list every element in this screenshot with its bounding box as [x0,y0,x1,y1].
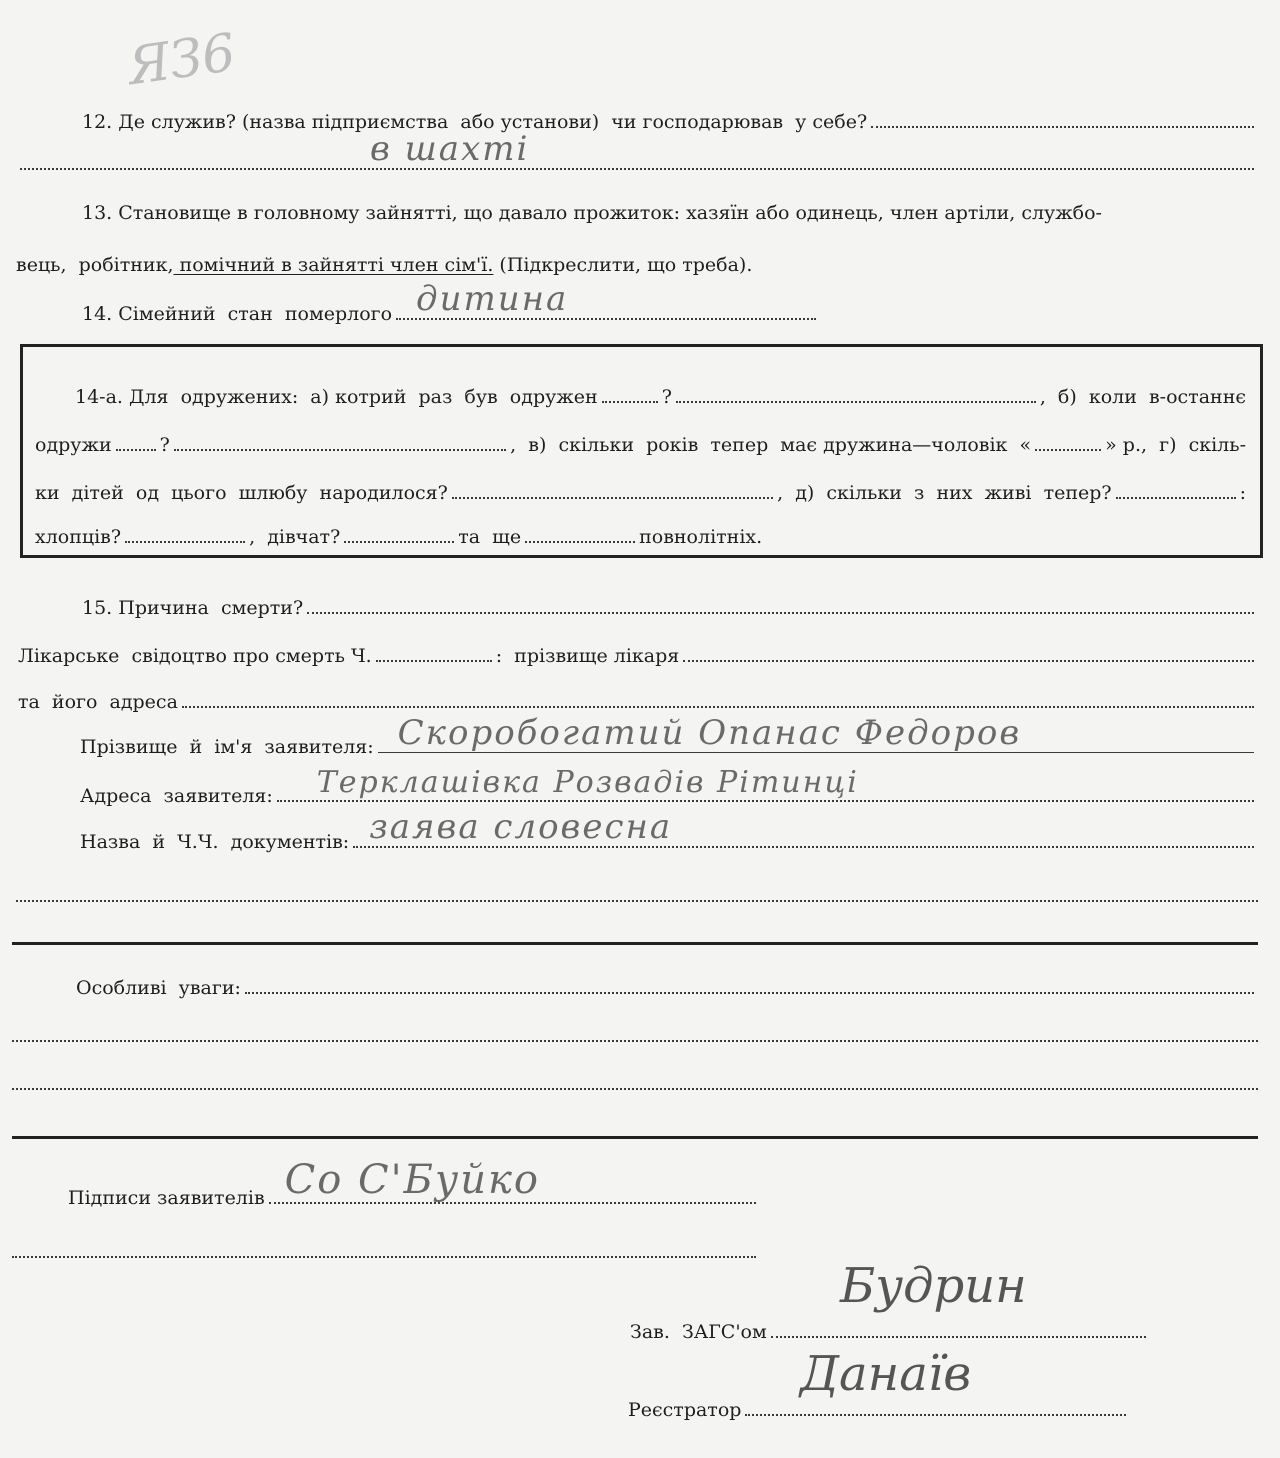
q14a-box [20,344,1263,558]
signatures-field [269,1157,756,1204]
blank-dotted-line [16,900,1258,902]
medical-cert-label: Лікарське свідоцтво про смерть Ч. [18,645,372,667]
zags-head-field [771,1316,1146,1338]
archive-mark: ЯЗ6 [124,22,240,98]
applicant-docs-label: Назва й Ч.Ч. документів: [80,831,350,853]
q14a-field-adults [525,521,635,543]
q14a-l4-c: та ще [458,526,522,548]
applicant-address-field [277,765,1254,802]
q14-field [396,279,816,320]
medical-address-label: та його адреса [18,691,178,713]
q12-answer: в шахті [370,129,530,169]
medical-doctor-field [683,640,1254,662]
q14a-field-girls [344,521,454,543]
q12-answer-field [20,129,1254,170]
q14a-l4-a: хлопців? [35,526,122,548]
applicant-address-row [80,765,1258,807]
q13-line-2-pre: вець, робітник, [16,254,174,276]
applicant-docs-field [353,807,1254,848]
remarks-label: Особливі уваги: [76,977,241,999]
remarks-line-3 [12,1088,1258,1090]
medical-row-1 [18,640,1258,667]
q13-row-2 [16,254,1258,276]
q14a-l3-b: , д) скільки з них живі тепер? [777,482,1112,504]
q13-line-2-post: (Підкреслити, що треба). [493,254,753,276]
q14a-field-children-born [452,477,773,499]
q12-label: 12. Де служив? (назва підприємства або установи) чи господарював у себе? [82,111,868,133]
zags-head-signature: Будрин [840,1258,1027,1314]
q14a-l4-d: повнолітніх. [639,526,763,548]
section-divider-2 [12,1136,1258,1139]
applicant-signature: Со С'Буйко [284,1157,540,1203]
applicant-docs-value: заява словесна [369,807,673,847]
q14a-l2-q: ? [159,434,170,456]
q14a-field-spouse-age [1035,429,1101,451]
applicant-address-label: Адреса заявителя: [80,785,273,807]
q14-label: 14. Сімейний стан померлого [82,303,393,325]
q14a-l3-c: : [1239,482,1246,504]
q14a-l2-c: » р., г) скіль- [1105,434,1246,456]
q14a-row-4 [35,521,1246,548]
registrar-signature: Данаїв [800,1346,972,1402]
q14a-l3-a: ки дітей од цього шлюбу народилося? [35,482,448,504]
medical-address-field [182,686,1254,708]
q14a-l4-b: , дівчат? [249,526,341,548]
applicant-name-label: Прізвище й ім'я заявителя: [80,736,374,758]
q15-field [307,592,1254,614]
q12-row [82,106,1258,133]
q14a-l2-b: , в) скільки років тепер має дружина—чоловік « [510,434,1032,456]
q12-field [871,106,1254,128]
q12-answer-row [16,129,1258,170]
applicant-name-field [378,713,1254,753]
q14a-field-boys [125,521,245,543]
signatures-row [68,1157,760,1209]
zags-head-label: Зав. ЗАГС'ом [630,1321,767,1343]
q15-row [82,592,1258,619]
q13-line-1: 13. Становище в головному зайнятті, що давало прожиток: хазяїн або одинець, член артіли, службо- [82,202,1102,224]
q14a-l1-a: 14-а. Для одружених: а) котрий раз був одружен [75,386,598,408]
signatures-label: Підписи заявителів [68,1187,265,1209]
q14-row [82,279,820,325]
applicant-name-value: Скоробогатий Опанас Федоров [397,713,1022,753]
medical-row-2 [18,686,1258,713]
applicant-name-row [80,713,1258,758]
remarks-field [245,972,1254,994]
remarks-row [76,972,1258,999]
section-divider-1 [12,942,1258,945]
q13-row-1 [82,202,1262,224]
q14a-field-times-married [602,381,658,403]
zags-head-row [630,1316,1150,1343]
applicant-address-value: Терклашівка Розвадів Рітинці [316,765,859,800]
q14a-field-times-married-2 [676,381,1036,403]
q14-answer: дитина [416,279,569,319]
q14a-l1-q: ? [661,386,672,408]
q13-selected-option: помічний в зайнятті член сім'ї. [173,254,494,276]
q14a-l1-b: , б) коли в-останнє [1039,386,1246,408]
applicant-docs-row [80,807,1258,853]
q14a-field-children-alive [1116,477,1236,499]
q14a-field-when-married-2 [174,429,506,451]
signatures-line-2 [12,1256,756,1258]
q14a-l2-a: одружи [35,434,112,456]
q15-label: 15. Причина смерти? [82,597,304,619]
q14a-row-2 [35,429,1246,456]
medical-cert-number-field [376,640,492,662]
q14a-row-1 [75,381,1246,408]
remarks-line-2 [12,1040,1258,1042]
q14a-row-3 [35,477,1246,504]
medical-doctor-label: : прізвище лікаря [495,645,680,667]
registrar-label: Реєстратор [628,1399,742,1421]
q14a-field-when-married [116,429,156,451]
